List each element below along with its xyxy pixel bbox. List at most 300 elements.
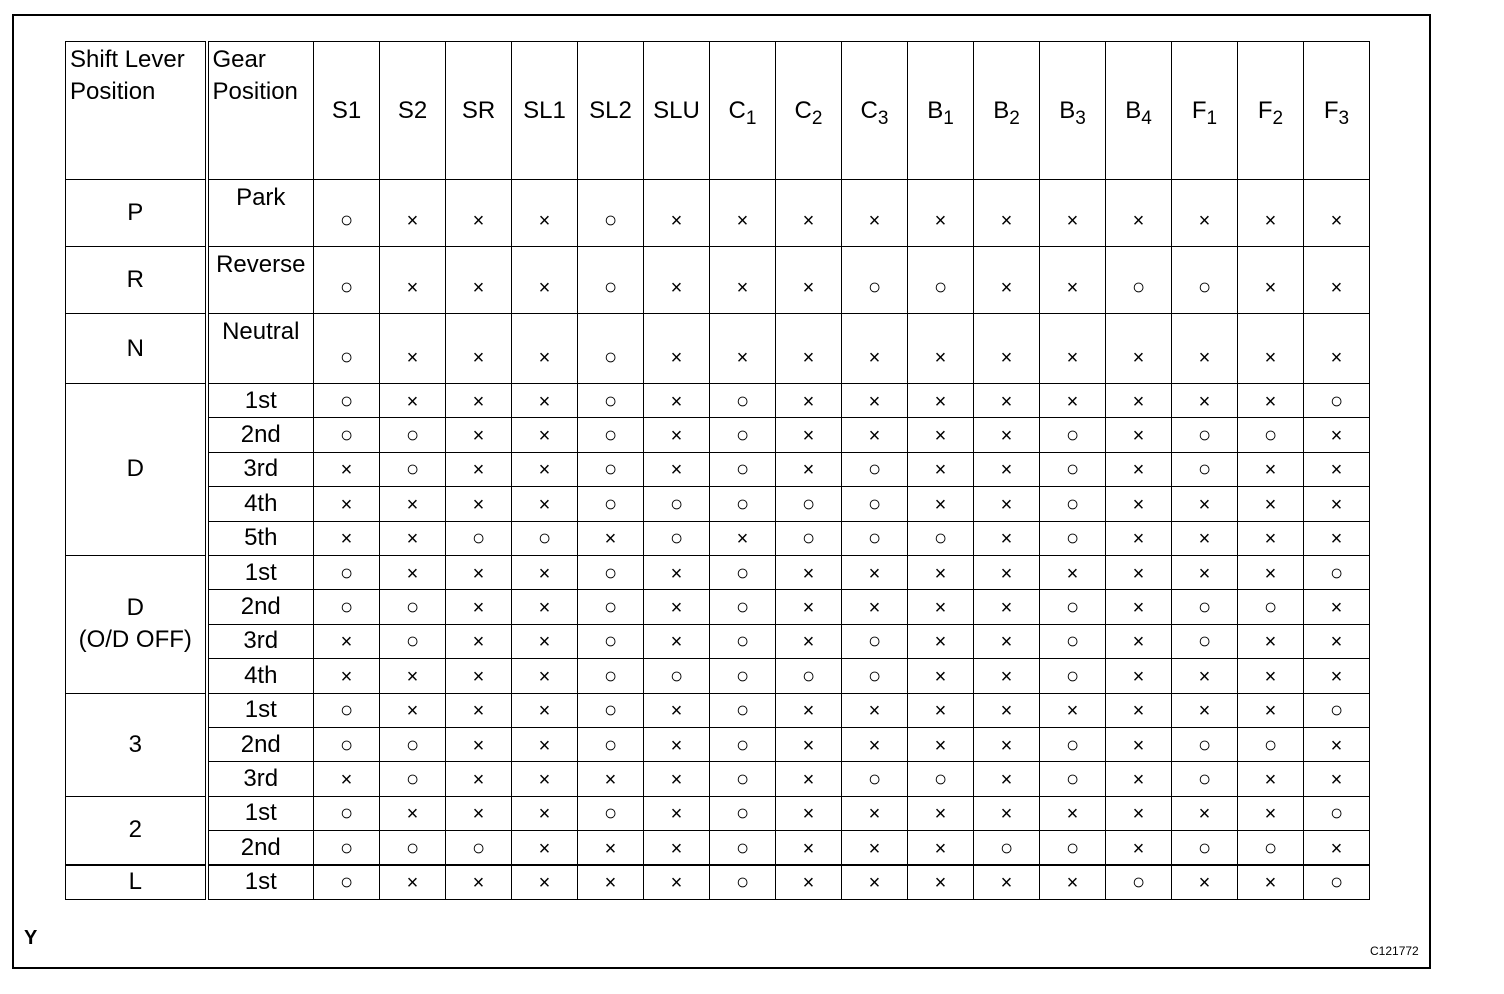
operation-cell: [314, 831, 380, 865]
operation-cell: [842, 762, 908, 796]
operation-cell: [842, 693, 908, 727]
operation-cell: [314, 796, 380, 830]
off-mark-icon: ×: [934, 562, 947, 585]
off-mark-icon: ×: [604, 768, 617, 791]
operation-cell: [314, 384, 380, 418]
off-mark-icon: ×: [802, 631, 815, 654]
off-mark-icon: ×: [1132, 528, 1145, 551]
off-mark-icon: ×: [802, 872, 815, 895]
operation-cell: [776, 590, 842, 624]
operation-cell: [776, 796, 842, 830]
operation-cell: [1040, 831, 1106, 865]
operation-cell: [446, 762, 512, 796]
on-mark-icon: ○: [735, 628, 750, 654]
off-mark-icon: ×: [472, 277, 485, 299]
column-header: [512, 42, 578, 180]
off-mark-icon: ×: [1264, 872, 1277, 895]
operation-cell: [1040, 865, 1106, 899]
operation-cell: [512, 314, 578, 384]
on-mark-icon: ○: [1131, 274, 1146, 299]
operation-cell: [1106, 624, 1172, 658]
off-mark-icon: ×: [406, 493, 419, 516]
gear-position-cell: 3rd: [207, 762, 314, 796]
operation-cell: [578, 418, 644, 452]
on-mark-icon: ○: [405, 628, 420, 654]
off-mark-icon: ×: [1132, 837, 1145, 860]
operation-cell: [776, 865, 842, 899]
off-mark-icon: ×: [406, 347, 419, 369]
on-mark-icon: ○: [933, 525, 948, 551]
operation-cell: [1238, 452, 1304, 486]
operation-cell: [974, 521, 1040, 555]
off-mark-icon: ×: [1264, 390, 1277, 413]
off-mark-icon: ×: [472, 425, 485, 448]
operation-cell: [776, 384, 842, 418]
operation-cell: [908, 590, 974, 624]
off-mark-icon: ×: [802, 425, 815, 448]
operation-cell: [1238, 590, 1304, 624]
off-mark-icon: ×: [868, 700, 881, 723]
table-row: [66, 693, 1370, 727]
on-mark-icon: ○: [603, 387, 618, 413]
on-mark-icon: ○: [933, 765, 948, 791]
column-header-name: F: [1191, 96, 1207, 124]
operation-cell: [512, 247, 578, 314]
off-mark-icon: ×: [1000, 277, 1013, 299]
operation-cell: [1106, 831, 1172, 865]
gear-position-cell: 1st: [207, 555, 314, 589]
on-mark-icon: ○: [933, 274, 948, 299]
off-mark-icon: ×: [802, 277, 815, 299]
off-mark-icon: ×: [802, 700, 815, 723]
on-mark-icon: ○: [1197, 456, 1212, 482]
operation-cell: [314, 487, 380, 521]
on-mark-icon: ○: [603, 490, 618, 516]
off-mark-icon: ×: [1000, 734, 1013, 757]
shift-lever-cell: [66, 693, 207, 796]
operation-cell: [1304, 727, 1370, 761]
shift-lever-cell: [66, 180, 207, 247]
on-mark-icon: ○: [603, 559, 618, 585]
operation-cell: [1106, 659, 1172, 693]
gear-position-header: Gear Position: [207, 42, 314, 180]
off-mark-icon: ×: [1066, 700, 1079, 723]
off-mark-icon: ×: [472, 768, 485, 791]
operation-cell: [1106, 487, 1172, 521]
on-mark-icon: ○: [1329, 697, 1344, 723]
operation-cell: [1106, 590, 1172, 624]
off-mark-icon: ×: [538, 347, 551, 369]
column-header: [446, 42, 512, 180]
off-mark-icon: ×: [1000, 597, 1013, 620]
operation-cell: [644, 796, 710, 830]
off-mark-icon: ×: [472, 347, 485, 369]
off-mark-icon: ×: [538, 277, 551, 299]
operation-cell: [1304, 762, 1370, 796]
operation-cell: [1304, 831, 1370, 865]
off-mark-icon: ×: [1066, 390, 1079, 413]
operation-cell: [446, 487, 512, 521]
table-row: [66, 659, 1370, 693]
off-mark-icon: ×: [868, 425, 881, 448]
operation-cell: [1172, 521, 1238, 555]
on-mark-icon: ○: [735, 559, 750, 585]
off-mark-icon: ×: [1000, 872, 1013, 895]
column-header: [644, 42, 710, 180]
operation-cell: [1238, 247, 1304, 314]
off-mark-icon: ×: [670, 768, 683, 791]
off-mark-icon: ×: [406, 872, 419, 895]
operation-cell: [380, 521, 446, 555]
on-mark-icon: ○: [1263, 731, 1278, 757]
column-header: [1304, 42, 1370, 180]
off-mark-icon: ×: [868, 562, 881, 585]
off-mark-icon: ×: [736, 277, 749, 299]
table-row: [66, 590, 1370, 624]
operation-cell: [380, 727, 446, 761]
off-mark-icon: ×: [538, 803, 551, 826]
operation-cell: [1172, 693, 1238, 727]
operation-cell: [710, 590, 776, 624]
operation-cell: [908, 831, 974, 865]
operation-cell: [1304, 555, 1370, 589]
operation-cell: [1040, 314, 1106, 384]
operation-cell: [1040, 727, 1106, 761]
gear-position-cell: 3rd: [207, 452, 314, 486]
operation-cell: [446, 659, 512, 693]
operation-cell: [512, 659, 578, 693]
off-mark-icon: ×: [670, 803, 683, 826]
off-mark-icon: ×: [472, 459, 485, 482]
on-mark-icon: ○: [603, 594, 618, 620]
column-header-name: B: [1125, 96, 1142, 124]
operation-cell: [1040, 659, 1106, 693]
operation-cell: [1172, 487, 1238, 521]
off-mark-icon: ×: [1000, 803, 1013, 826]
table-row: [66, 727, 1370, 761]
off-mark-icon: ×: [538, 837, 551, 860]
operation-cell: [1238, 796, 1304, 830]
on-mark-icon: ○: [867, 490, 882, 516]
operation-cell: [644, 590, 710, 624]
operation-cell: [512, 624, 578, 658]
operation-cell: [314, 865, 380, 899]
operation-cell: [1172, 384, 1238, 418]
off-mark-icon: ×: [670, 872, 683, 895]
operation-cell: [842, 796, 908, 830]
gear-position-cell: 2nd: [207, 590, 314, 624]
off-mark-icon: ×: [1198, 700, 1211, 723]
operation-cell: [644, 180, 710, 247]
operation-cell: [1106, 247, 1172, 314]
operation-cell: [1172, 762, 1238, 796]
off-mark-icon: ×: [1264, 528, 1277, 551]
off-mark-icon: ×: [868, 390, 881, 413]
operation-cell: [842, 247, 908, 314]
off-mark-icon: ×: [802, 347, 815, 369]
column-header-subscript: 3: [1075, 107, 1086, 129]
off-mark-icon: ×: [538, 210, 551, 232]
operation-cell: [380, 418, 446, 452]
operation-cell: [776, 521, 842, 555]
operation-cell: [710, 384, 776, 418]
operation-cell: [446, 384, 512, 418]
operation-cell: [710, 865, 776, 899]
off-mark-icon: ×: [538, 425, 551, 448]
column-header-name: SR: [461, 96, 496, 124]
operation-cell: [578, 521, 644, 555]
operation-cell: [578, 624, 644, 658]
off-mark-icon: ×: [406, 277, 419, 299]
gear-position-cell: 4th: [207, 487, 314, 521]
off-mark-icon: ×: [538, 631, 551, 654]
on-mark-icon: ○: [339, 274, 354, 299]
column-header-name: F: [1257, 96, 1273, 124]
operation-cell: [710, 521, 776, 555]
operation-cell: [644, 762, 710, 796]
operation-cell: [1304, 693, 1370, 727]
operation-cell: [908, 314, 974, 384]
operation-cell: [578, 796, 644, 830]
on-mark-icon: ○: [735, 765, 750, 791]
operation-cell: [776, 418, 842, 452]
on-mark-icon: ○: [669, 662, 684, 688]
off-mark-icon: ×: [472, 734, 485, 757]
operation-cell: [1106, 693, 1172, 727]
on-mark-icon: ○: [339, 731, 354, 757]
off-mark-icon: ×: [802, 459, 815, 482]
off-mark-icon: ×: [1198, 803, 1211, 826]
off-mark-icon: ×: [1066, 277, 1079, 299]
operation-cell: [1172, 590, 1238, 624]
operation-cell: [314, 180, 380, 247]
on-mark-icon: ○: [1329, 387, 1344, 413]
operation-cell: [842, 521, 908, 555]
operation-cell: [776, 831, 842, 865]
off-mark-icon: ×: [1000, 493, 1013, 516]
on-mark-icon: ○: [603, 456, 618, 482]
off-mark-icon: ×: [1000, 700, 1013, 723]
off-mark-icon: ×: [1132, 700, 1145, 723]
operation-cell: [1238, 418, 1304, 452]
off-mark-icon: ×: [736, 210, 749, 232]
on-mark-icon: ○: [339, 387, 354, 413]
operation-cell: [710, 180, 776, 247]
off-mark-icon: ×: [670, 700, 683, 723]
off-mark-icon: ×: [670, 837, 683, 860]
shift-lever-label: D: [126, 594, 144, 622]
on-mark-icon: ○: [1197, 594, 1212, 620]
operation-cell: [1304, 247, 1370, 314]
column-header-name: F: [1323, 96, 1339, 124]
operation-cell: [842, 180, 908, 247]
operation-cell: [710, 659, 776, 693]
operation-cell: [1304, 384, 1370, 418]
on-mark-icon: ○: [405, 594, 420, 620]
on-mark-icon: ○: [1065, 456, 1080, 482]
corner-label: Y: [24, 927, 38, 949]
gear-position-cell: 1st: [207, 796, 314, 830]
off-mark-icon: ×: [1330, 665, 1343, 688]
column-header: [974, 42, 1040, 180]
shift-lever-cell: [66, 796, 207, 865]
off-mark-icon: ×: [472, 803, 485, 826]
gear-position-cell: Reverse: [207, 247, 314, 314]
operation-cell: [1106, 865, 1172, 899]
operation-cell: [908, 624, 974, 658]
on-mark-icon: ○: [867, 765, 882, 791]
off-mark-icon: ×: [1330, 459, 1343, 482]
off-mark-icon: ×: [934, 734, 947, 757]
column-header-subscript: 2: [1009, 107, 1020, 129]
operation-cell: [710, 693, 776, 727]
operation-cell: [1304, 452, 1370, 486]
on-mark-icon: ○: [603, 628, 618, 654]
operation-cell: [578, 452, 644, 486]
off-mark-icon: ×: [1132, 459, 1145, 482]
operation-cell: [710, 555, 776, 589]
off-mark-icon: ×: [868, 837, 881, 860]
operation-cell: [1106, 521, 1172, 555]
operation-cell: [974, 487, 1040, 521]
shift-lever-cell: [66, 384, 207, 556]
on-mark-icon: ○: [735, 490, 750, 516]
off-mark-icon: ×: [670, 277, 683, 299]
shift-lever-label: P: [127, 199, 144, 226]
on-mark-icon: ○: [735, 387, 750, 413]
on-mark-icon: ○: [1197, 274, 1212, 299]
off-mark-icon: ×: [802, 803, 815, 826]
table-row: [66, 180, 1370, 247]
off-mark-icon: ×: [1198, 665, 1211, 688]
operation-cell: [446, 418, 512, 452]
off-mark-icon: ×: [868, 872, 881, 895]
operation-cell: [908, 180, 974, 247]
operation-cell: [776, 659, 842, 693]
operation-cell: [446, 452, 512, 486]
off-mark-icon: ×: [1132, 597, 1145, 620]
column-header-subscript: 1: [1206, 107, 1218, 129]
table-row: [66, 521, 1370, 555]
off-mark-icon: ×: [1330, 768, 1343, 791]
off-mark-icon: ×: [802, 597, 815, 620]
on-mark-icon: ○: [603, 344, 618, 369]
on-mark-icon: ○: [1065, 834, 1080, 860]
operation-cell: [1238, 693, 1304, 727]
off-mark-icon: ×: [1132, 734, 1145, 757]
off-mark-icon: ×: [604, 872, 617, 895]
operation-cell: [446, 865, 512, 899]
operation-cell: [974, 762, 1040, 796]
off-mark-icon: ×: [406, 210, 419, 232]
operation-cell: [1040, 796, 1106, 830]
off-mark-icon: ×: [406, 390, 419, 413]
operation-cell: [1106, 180, 1172, 247]
off-mark-icon: ×: [1198, 528, 1211, 551]
operation-cell: [1238, 487, 1304, 521]
on-mark-icon: ○: [735, 869, 750, 895]
on-mark-icon: ○: [405, 731, 420, 757]
operation-cell: [446, 247, 512, 314]
operation-cell: [644, 452, 710, 486]
operation-cell: [1304, 865, 1370, 899]
off-mark-icon: ×: [1132, 347, 1145, 369]
off-mark-icon: ×: [1066, 872, 1079, 895]
operation-cell: [644, 865, 710, 899]
column-header-subscript: 2: [811, 107, 823, 129]
operation-cell: [1304, 590, 1370, 624]
operation-cell: [1040, 762, 1106, 796]
operation-cell: [776, 247, 842, 314]
on-mark-icon: ○: [1065, 490, 1080, 516]
shift-lever-label: D: [126, 455, 144, 483]
operation-cell: [842, 590, 908, 624]
operation-cell: [578, 865, 644, 899]
operation-cell: [1106, 762, 1172, 796]
on-mark-icon: ○: [735, 800, 750, 826]
operation-cell: [314, 521, 380, 555]
operation-cell: [908, 762, 974, 796]
column-header: [1238, 42, 1304, 180]
on-mark-icon: ○: [1065, 731, 1080, 757]
off-mark-icon: ×: [1264, 347, 1277, 369]
operation-cell: [908, 555, 974, 589]
off-mark-icon: ×: [670, 631, 683, 654]
table-row: [66, 624, 1370, 658]
operation-cell: [776, 314, 842, 384]
operation-cell: [974, 314, 1040, 384]
off-mark-icon: ×: [1066, 803, 1079, 826]
shift-lever-label: N: [126, 334, 144, 362]
table-row: [66, 555, 1370, 589]
on-mark-icon: ○: [603, 274, 618, 299]
column-header: [1040, 42, 1106, 180]
operation-cell: [842, 831, 908, 865]
off-mark-icon: ×: [1330, 347, 1343, 369]
off-mark-icon: ×: [1330, 734, 1343, 757]
off-mark-icon: ×: [472, 597, 485, 620]
operation-cell: [842, 865, 908, 899]
off-mark-icon: ×: [1330, 631, 1343, 654]
operation-cell: [1304, 314, 1370, 384]
operation-cell: [1304, 180, 1370, 247]
table-row: [66, 865, 1370, 899]
operation-cell: [974, 659, 1040, 693]
column-header-name: C: [860, 96, 878, 124]
operation-cell: [380, 624, 446, 658]
operation-cell: [974, 384, 1040, 418]
gear-position-cell: 2nd: [207, 727, 314, 761]
operation-cell: [380, 762, 446, 796]
off-mark-icon: ×: [1264, 493, 1277, 516]
off-mark-icon: ×: [1132, 210, 1145, 232]
operation-cell: [974, 555, 1040, 589]
off-mark-icon: ×: [1000, 768, 1013, 791]
operation-cell: [446, 727, 512, 761]
operation-cell: [1304, 659, 1370, 693]
operation-cell: [512, 762, 578, 796]
operation-cell: [1106, 384, 1172, 418]
off-mark-icon: ×: [1198, 562, 1211, 585]
off-mark-icon: ×: [1132, 562, 1145, 585]
table-row: [66, 487, 1370, 521]
off-mark-icon: ×: [604, 528, 617, 551]
off-mark-icon: ×: [1264, 700, 1277, 723]
operation-cell: [380, 693, 446, 727]
operation-cell: [314, 418, 380, 452]
operation-cell: [974, 418, 1040, 452]
on-mark-icon: ○: [801, 662, 816, 688]
